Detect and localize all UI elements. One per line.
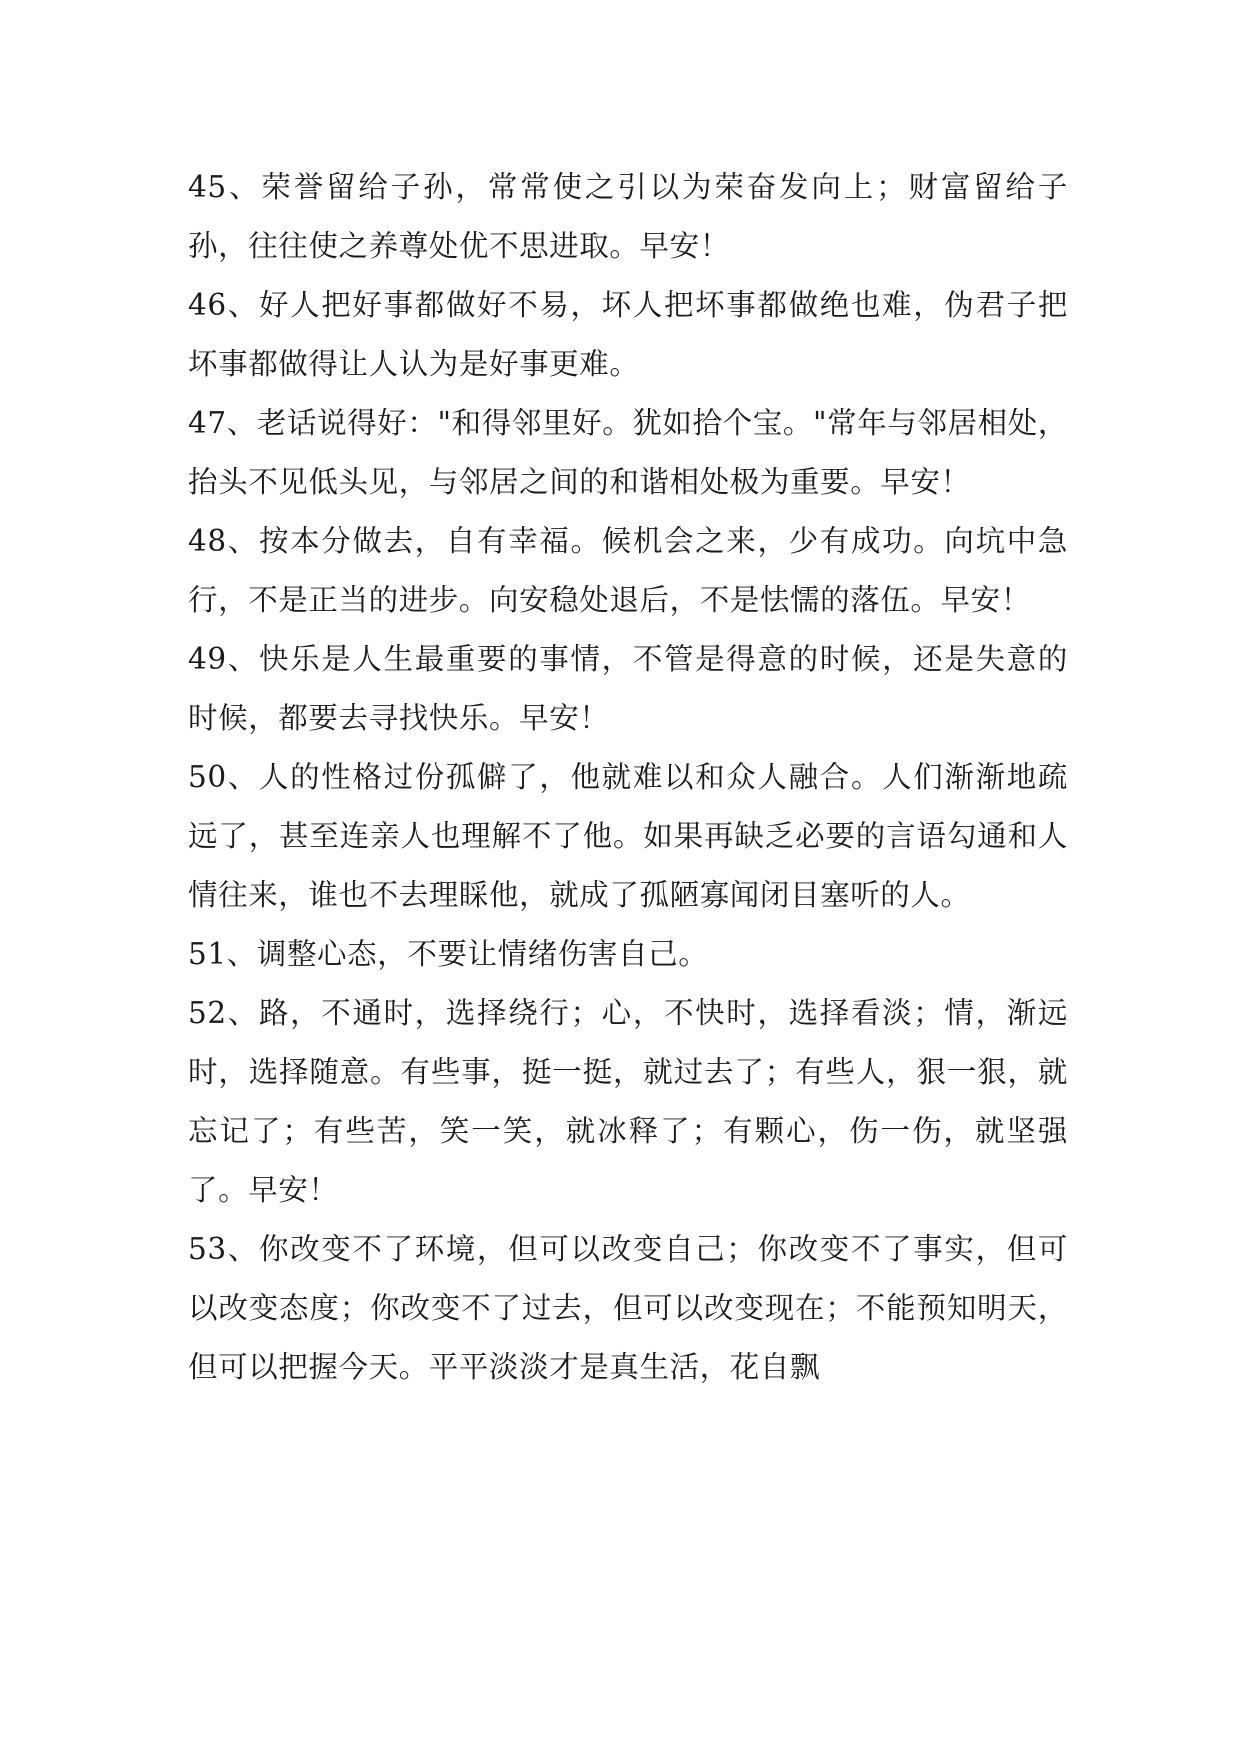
paragraph-48: 48、按本分做去，自有幸福。候机会之来，少有成功。向坑中急行，不是正当的进步。向安稳处退后，不是怯懦的落伍。早安！ (188, 524, 1068, 617)
paragraph-52: 52、路，不通时，选择绕行；心，不快时，选择看淡；情，渐远时，选择随意。有些事，挺一挺，就过去了；有些人，狠一狠，就忘记了；有些苦，笑一笑，就冰释了；有颗心，伤一伤，就坚强了。早安！ (188, 996, 1068, 1207)
paragraph-47: 47、老话说得好："和得邻里好。犹如拾个宝。"常年与邻居相处，抬头不见低头见，与邻居之间的和谐相处极为重要。早安！ (188, 406, 1068, 499)
paragraph-45: 45、荣誉留给子孙，常常使之引以为荣奋发向上；财富留给子孙，往往使之养尊处优不思进取。早安！ (188, 170, 1068, 263)
paragraph-53: 53、你改变不了环境，但可以改变自己；你改变不了事实，但可以改变态度；你改变不了过去，但可以改变现在；不能预知明天，但可以把握今天。平平淡淡才是真生活，花自飘 (188, 1232, 1068, 1384)
paragraph-50: 50、人的性格过份孤僻了，他就难以和众人融合。人们渐渐地疏远了，甚至连亲人也理解不了他。如果再缺乏必要的言语勾通和人情往来，谁也不去理睬他，就成了孤陋寡闻闭目塞听的人。 (188, 760, 1068, 912)
document-body (188, 158, 1068, 1397)
paragraph-49: 49、快乐是人生最重要的事情，不管是得意的时候，还是失意的时候，都要去寻找快乐。早安！ (188, 642, 1068, 735)
paragraph-51: 51、调整心态，不要让情绪伤害自己。 (188, 937, 709, 971)
paragraph-46: 46、好人把好事都做好不易，坏人把坏事都做绝也难，伪君子把坏事都做得让人认为是好事更难。 (188, 288, 1068, 381)
